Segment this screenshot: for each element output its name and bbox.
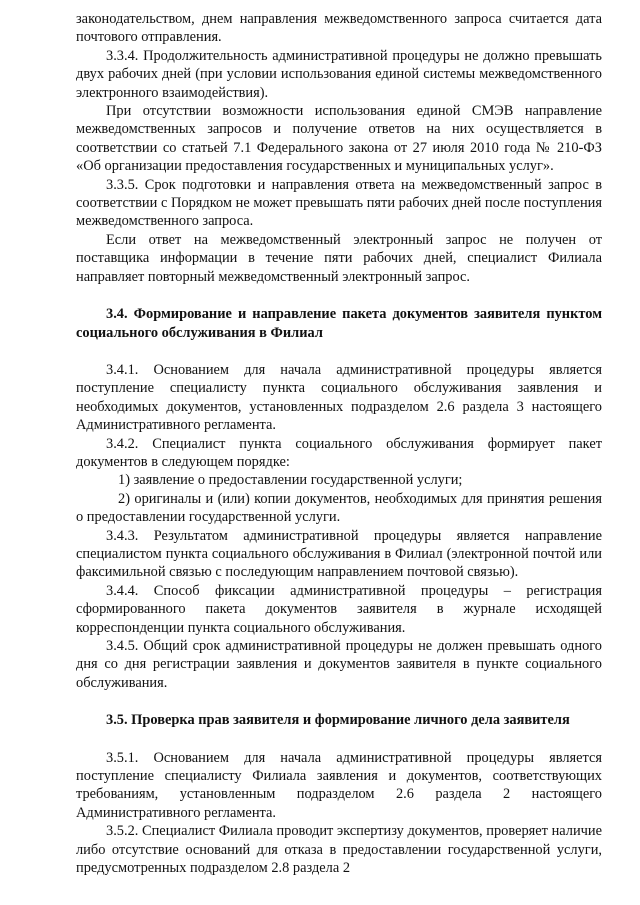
paragraph-smev-absence: При отсутствии возможности использования единой СМЭВ направление межведомственных запросов и получение ответов на них осуществляется в соответствии со статьей 7.1 Федерального закона от 27 июля 2010 года № 210-ФЗ «Об организации предоставления государственных и муниципальных услуг». [76, 103, 602, 175]
paragraph-3-3-5: 3.3.5. Срок подготовки и направления ответа на межведомственный запрос в соответствии с Порядком не может превышать пяти рабочих дней после поступления межведомственного запроса. [76, 176, 602, 230]
paragraph-3-4-2: 3.4.2. Специалист пункта социального обслуживания формирует пакет документов в следующем порядке: [76, 435, 602, 470]
paragraph-3-4-1: 3.4.1. Основанием для начала административной процедуры является поступление специалисту пункта социального обслуживания заявления и необходимых документов, установленных подразделом 2.6 раздела 3 настоящего Административного регламента. [76, 361, 602, 434]
paragraph-3-4-5: 3.4.5. Общий срок административной процедуры не должен превышать одного дня со дня регистрации заявления и документов заявителя в пункте социального обслуживания. [76, 638, 602, 691]
spacer [76, 342, 602, 361]
paragraph-3-3-4: 3.3.4. Продолжительность административной процедуры не должно превышать двух рабочих дней (при условии использования единой системы межведомственного электронного взаимодействия). [76, 47, 602, 101]
section-heading-3-5: 3.5. Проверка прав заявителя и формирование личного дела заявителя [106, 712, 570, 729]
spacer [76, 692, 602, 711]
document-page [76, 10, 602, 877]
list-item-2: 2) оригиналы и (или) копии документов, необходимых для принятия решения о предоставлении государственной услуги. [76, 490, 602, 526]
spacer [76, 286, 602, 305]
section-heading-3-4: 3.4. Формирование и направление пакета документов заявителя пунктом социального обслуживания в Филиал [76, 306, 602, 341]
paragraph-3-5-2: 3.5.2. Специалист Филиала проводит экспертизу документов, проверяет наличие либо отсутствие оснований для отказа в предоставлении государственной услуги, предусмотренных подразделом 2.8 раздела 2 [76, 823, 602, 877]
paragraph-3-4-3: 3.4.3. Результатом административной процедуры является направление специалистом пункта социального обслуживания в Филиал (электронной почтой или факсимильной связью с последующим направлением почтовой связью). [76, 527, 602, 581]
paragraph-3-4-4: 3.4.4. Способ фиксации административной процедуры – регистрация сформированного пакета документов заявителя в журнале исходящей корреспонденции пункта социального обслуживания. [76, 582, 602, 636]
spacer [76, 730, 602, 749]
list-item-1: 1) заявление о предоставлении государственной услуги; [118, 472, 463, 489]
paragraph-repeat-request: Если ответ на межведомственный электронный запрос не получен от поставщика информации в течение пяти рабочих дней, специалист Филиала направляет повторный межведомственный электронный запрос. [76, 231, 602, 285]
paragraph-3-5-1: 3.5.1. Основанием для начала административной процедуры является поступление специалисту Филиала заявления и документов, соответствующих требованиям, установленным подразделом 2.6 раздела 2 настоящего Административного регламента. [76, 749, 602, 821]
paragraph-continuation: законодательством, днем направления межведомственного запроса считается дата почтового отправления. [76, 11, 602, 46]
